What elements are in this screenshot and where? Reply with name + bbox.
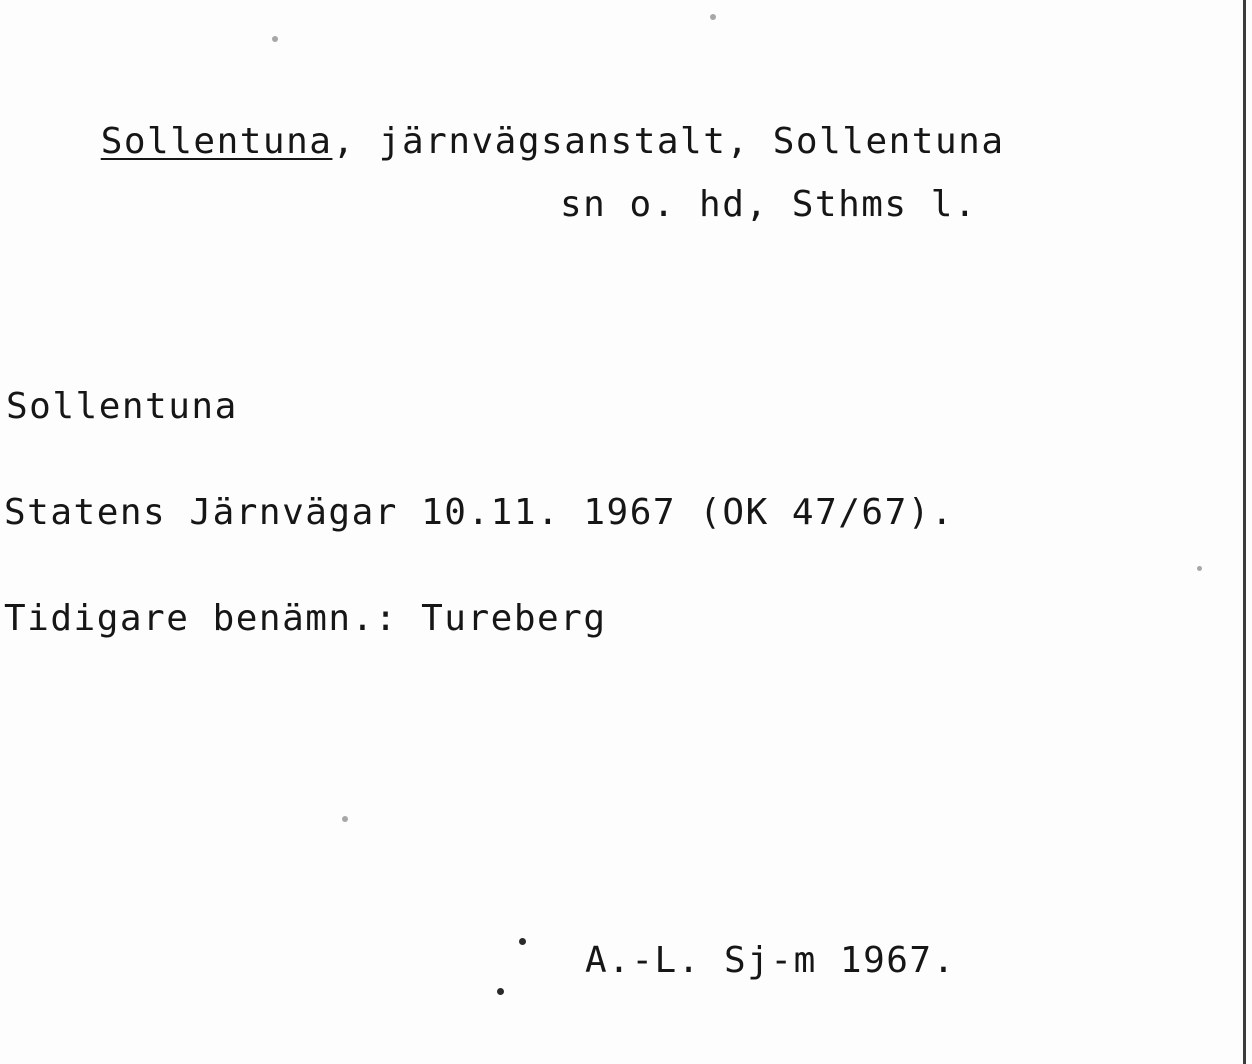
place-name: Sollentuna: [6, 386, 238, 427]
scan-speck: [497, 988, 504, 995]
card-title-line-2: sn o. hd, Sthms l.: [560, 184, 978, 225]
scan-speck: [519, 938, 526, 945]
right-margin-rule: [1243, 0, 1246, 1064]
signature: A.-L. Sj-m 1967.: [585, 940, 956, 981]
scan-speck: [1197, 566, 1202, 571]
headword: Sollentuna: [100, 121, 333, 162]
source-reference: Statens Järnvägar 10.11. 1967 (OK 47/67).: [4, 492, 955, 533]
headword-qualifier: , järnvägsanstalt, Sollentuna: [332, 121, 1005, 162]
scan-speck: [342, 816, 348, 822]
scan-speck: [272, 36, 278, 42]
former-name: Tidigare benämn.: Tureberg: [4, 598, 607, 639]
scan-speck: [710, 14, 716, 20]
